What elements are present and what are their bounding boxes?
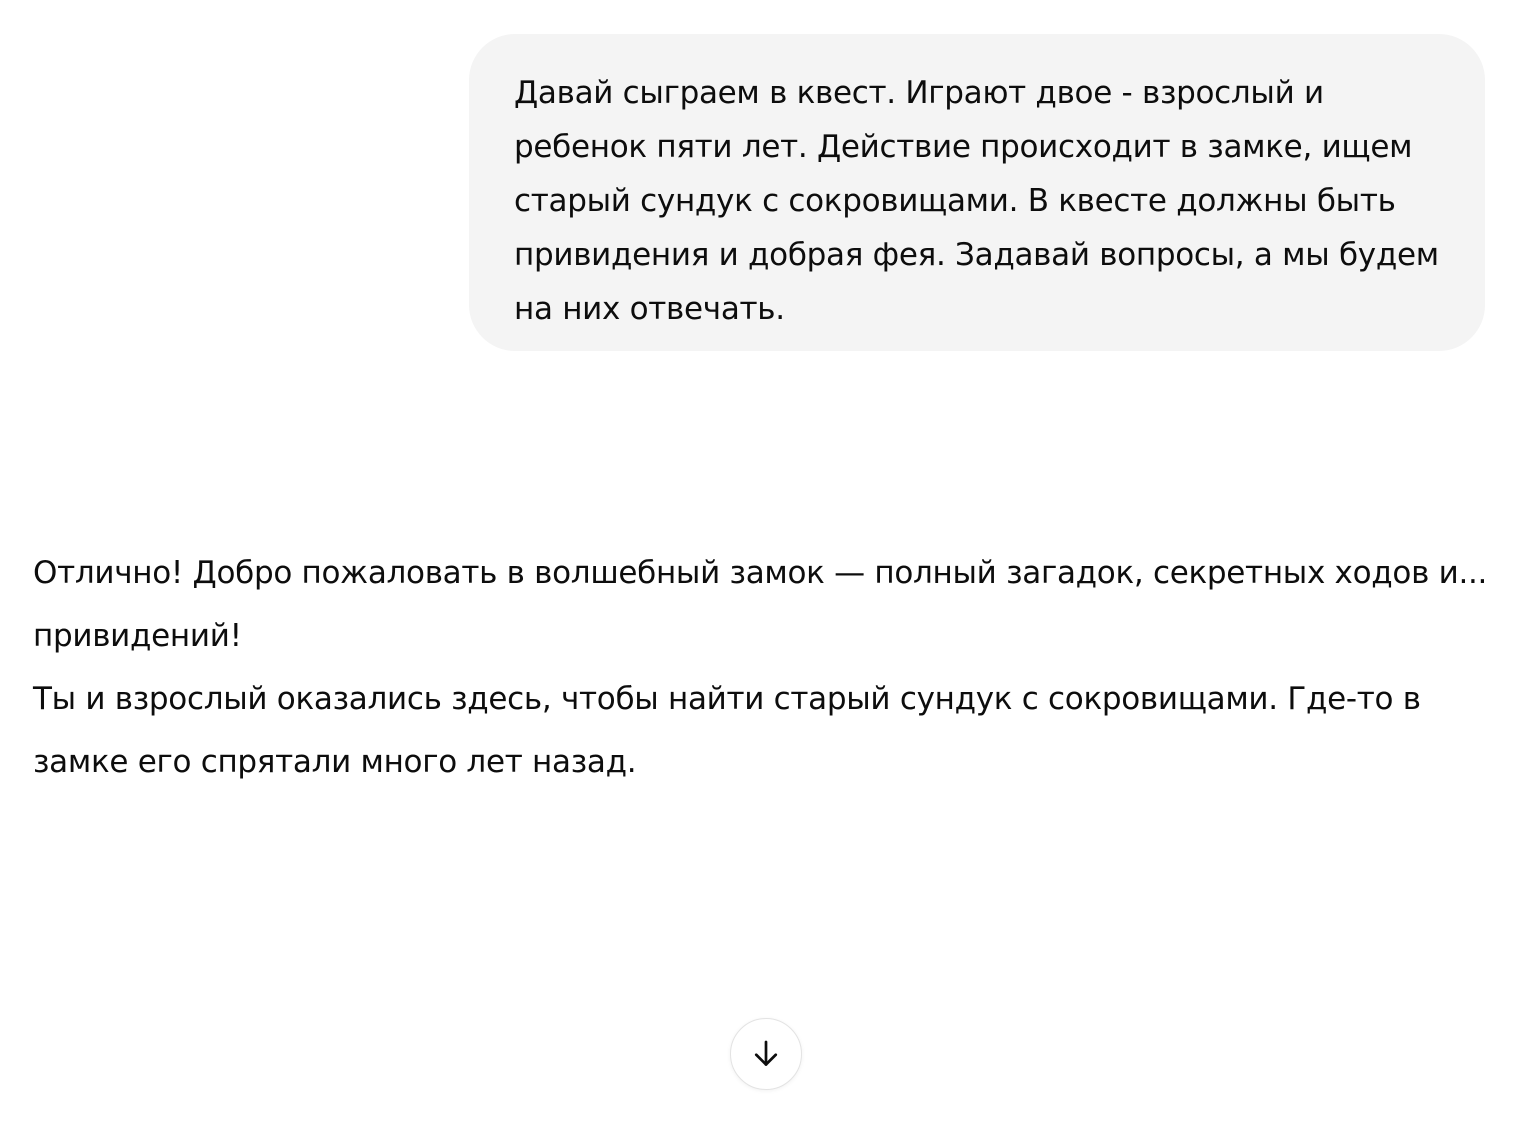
assistant-paragraph-2: Ты и взрослый оказались здесь, чтобы найти старый сундук с сокровищами. Где-то в замке его спрятали много лет назад. [33, 681, 1421, 780]
user-message-text: Давай сыграем в квест. Играют двое - взрослый и ребенок пяти лет. Действие происходит в замке, ищем старый сундук с сокровищами. В квесте должны быть привидения и добрая фея. Задавай вопросы, а мы будем на них отвечать. [514, 75, 1439, 327]
assistant-paragraph-1: Отлично! Добро пожаловать в волшебный замок — полный загадок, секретных ходов и... привидений! [33, 555, 1488, 654]
arrow-down-icon [748, 1036, 784, 1072]
scroll-to-bottom-button[interactable] [730, 1018, 802, 1090]
user-message-bubble [469, 34, 1485, 351]
assistant-message [33, 542, 1503, 794]
